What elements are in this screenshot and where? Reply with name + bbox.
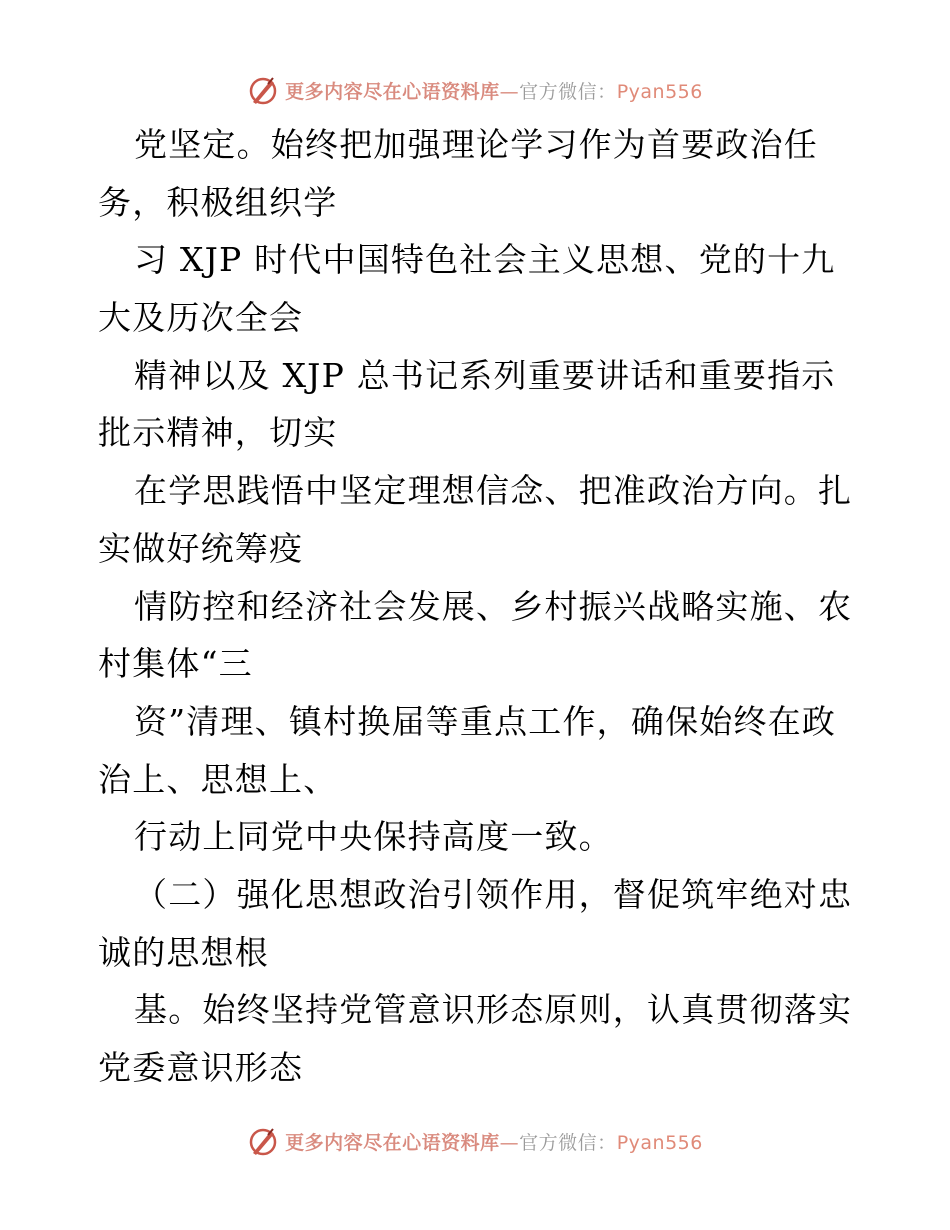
watermark-text xyxy=(285,1128,703,1155)
text-line: 务，积极组织学 xyxy=(98,182,338,222)
text-line: 实做好统筹疫 xyxy=(98,528,304,568)
quill-pen-logo-icon xyxy=(247,1125,279,1157)
text-line: （二）强化思想政治引领作用，督促筑牢绝对忠 xyxy=(134,874,853,914)
watermark-separator: — xyxy=(499,80,520,103)
watermark-brand: 更多内容尽在心语资料库 xyxy=(285,80,500,103)
text-line: 大及历次全会 xyxy=(98,298,304,338)
text-line: 在学思践悟中坚定理想信念、把准政治方向。扎 xyxy=(134,471,853,511)
watermark-text xyxy=(285,77,703,104)
text-line: 党坚定。始终把加强理论学习作为首要政治任 xyxy=(134,125,818,164)
watermark-handle: Pyan556 xyxy=(616,1131,703,1154)
text-line: 资”清理、镇村换届等重点工作，确保始终在政 xyxy=(134,701,837,741)
text-line: 村集体“三 xyxy=(98,644,253,684)
text-line: 习 XJP 时代中国特色社会主义思想、党的十九 xyxy=(134,240,836,280)
watermark-separator: — xyxy=(499,1131,520,1154)
text-line: 批示精神，切实 xyxy=(98,413,338,453)
watermark-brand: 更多内容尽在心语资料库 xyxy=(285,1131,500,1154)
watermark-handle: Pyan556 xyxy=(616,80,703,103)
watermark-official-label: 官方微信： xyxy=(519,80,617,103)
text-line: 行动上同党中央保持高度一致。 xyxy=(134,817,613,857)
text-line: 基。始终坚持党管意识形态原则，认真贯彻落实 xyxy=(134,990,853,1030)
text-line: 治上、思想上、 xyxy=(98,759,338,799)
text-line: 精神以及 XJP 总书记系列重要讲话和重要指示 xyxy=(134,355,836,395)
quill-pen-logo-icon xyxy=(247,74,279,106)
document-body xyxy=(98,116,898,1097)
text-line: 诚的思想根 xyxy=(98,932,269,972)
footer-watermark xyxy=(0,1121,950,1161)
text-line: 情防控和经济社会发展、乡村振兴战略实施、农 xyxy=(134,586,853,626)
watermark-official-label: 官方微信： xyxy=(519,1131,617,1154)
text-line: 党委意识形态 xyxy=(98,1048,304,1087)
header-watermark xyxy=(0,70,950,110)
